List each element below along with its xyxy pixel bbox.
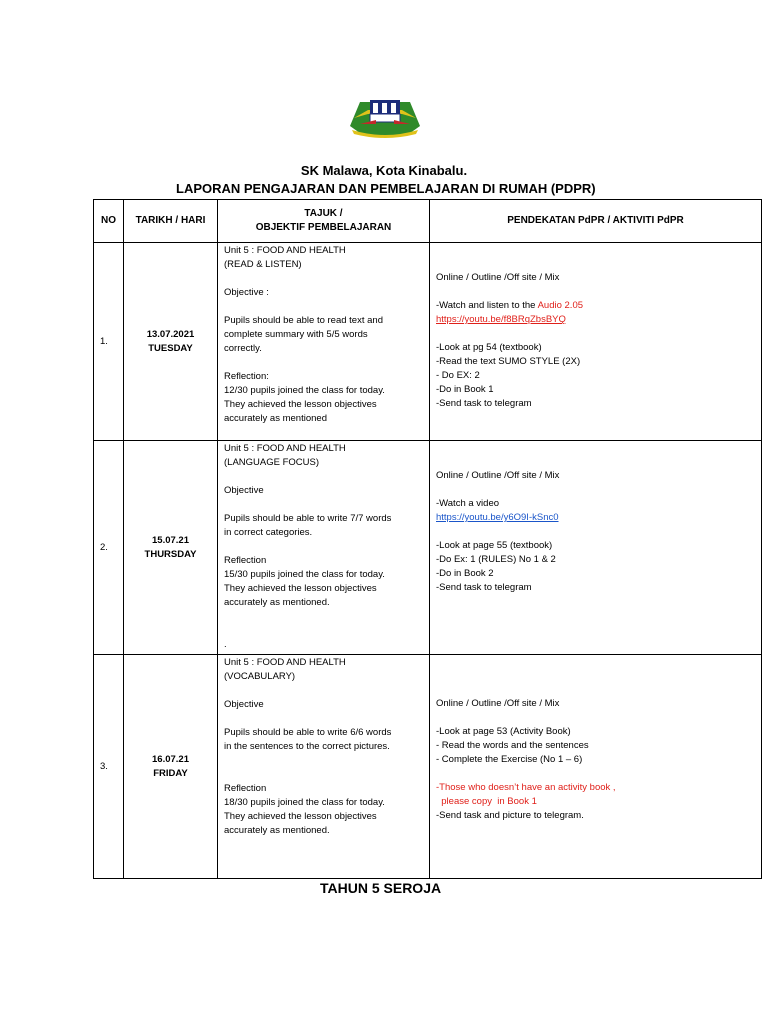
row-activity (430, 243, 762, 441)
objective-text: in correct categories. (224, 527, 313, 538)
unit-focus: (READ & LISTEN) (224, 259, 302, 270)
row-number: 2. (94, 441, 124, 655)
row-date (124, 243, 218, 441)
header-topic (218, 200, 430, 243)
objective-text: in the sentences to the correct pictures. (224, 741, 390, 752)
date-text: 16.07.21 (152, 753, 189, 765)
objective-label: Objective (224, 485, 264, 496)
reflection-text: 18/30 pupils joined the class for today. (224, 797, 385, 808)
reflection-text: accurately as mentioned (224, 413, 327, 424)
activity-line: - Do EX: 2 (436, 370, 480, 381)
table-row (94, 243, 762, 441)
activity-line: - Read the words and the sentences (436, 740, 589, 751)
reflection-text: accurately as mentioned. (224, 825, 330, 836)
row-activity (430, 441, 762, 655)
row-number: 1. (94, 243, 124, 441)
lesson-report-table (93, 199, 762, 879)
reflection-text: They achieved the lesson objectives (224, 583, 377, 594)
row-objective (218, 441, 430, 655)
reflection-label: Reflection (224, 555, 267, 566)
unit-title: Unit 5 : FOOD AND HEALTH (224, 443, 346, 454)
header-activity: PENDEKATAN PdPR / AKTIVITI PdPR (430, 200, 762, 243)
activity-line (436, 299, 755, 313)
activity-note: -Those who doesn’t have an activity book , (436, 782, 616, 793)
audio-reference: Audio 2.05 (537, 300, 584, 311)
day-text: FRIDAY (153, 767, 188, 779)
reflection-text: They achieved the lesson objectives (224, 811, 377, 822)
reflection-label: Reflection (224, 783, 267, 794)
table-header-row (94, 200, 762, 243)
class-name: TAHUN 5 SEROJA (320, 880, 442, 896)
video-link[interactable]: https://youtu.be/f8BRqZbsBYQ (436, 314, 566, 325)
date-text: 15.07.21 (152, 534, 189, 546)
row-date (124, 655, 218, 879)
day-text: THURSDAY (144, 548, 197, 560)
reflection-text: 15/30 pupils joined the class for today. (224, 569, 385, 580)
unit-title: Unit 5 : FOOD AND HEALTH (224, 657, 346, 668)
school-crest-logo (346, 96, 424, 140)
activity-line: -Do in Book 2 (436, 568, 494, 579)
trailing-mark: . (224, 639, 227, 650)
activity-note: please copy in Book 1 (436, 796, 537, 807)
header-date: TARIKH / HARI (124, 200, 218, 243)
row-number: 3. (94, 655, 124, 879)
objective-text: complete summary with 5/5 words (224, 329, 368, 340)
activity-line: - Complete the Exercise (No 1 – 6) (436, 754, 583, 765)
activity-line: -Do in Book 1 (436, 384, 494, 395)
objective-text: Pupils should be able to write 7/7 words (224, 513, 392, 524)
report-title: LAPORAN PENGAJARAN DAN PEMBELAJARAN DI RUMAH (PDPR) (176, 181, 596, 196)
objective-label: Objective : (224, 287, 269, 298)
reflection-text: 12/30 pupils joined the class for today. (224, 385, 385, 396)
activity-line: -Send task and picture to telegram. (436, 810, 584, 821)
reflection-text: accurately as mentioned. (224, 597, 330, 608)
video-link[interactable]: https://youtu.be/y6O9I-kSnc0 (436, 512, 559, 523)
row-date (124, 441, 218, 655)
activity-line: -Send task to telegram (436, 398, 532, 409)
activity-line: -Do Ex: 1 (RULES) No 1 & 2 (436, 554, 556, 565)
delivery-mode: Online / Outline /Off site / Mix (436, 470, 560, 481)
header-topic-line1: TAJUK / (304, 208, 343, 219)
activity-line: -Look at page 53 (Activity Book) (436, 726, 571, 737)
objective-text: correctly. (224, 343, 262, 354)
activity-text: -Watch and listen to the (436, 300, 538, 311)
school-name: SK Malawa, Kota Kinabalu. (300, 163, 468, 178)
header-no: NO (94, 200, 124, 243)
row-objective (218, 655, 430, 879)
objective-text: Pupils should be able to read text and (224, 315, 383, 326)
delivery-mode: Online / Outline /Off site / Mix (436, 698, 560, 709)
activity-line: -Watch a video (436, 498, 500, 509)
row-activity (430, 655, 762, 879)
unit-focus: (LANGUAGE FOCUS) (224, 457, 320, 468)
activity-line: -Look at pg 54 (textbook) (436, 342, 542, 353)
date-text: 13.07.2021 (146, 328, 195, 340)
activity-line: -Read the text SUMO STYLE (2X) (436, 356, 581, 367)
reflection-text: They achieved the lesson objectives (224, 399, 377, 410)
activity-line: -Send task to telegram (436, 582, 532, 593)
table-row (94, 441, 762, 655)
activity-line: -Look at page 55 (textbook) (436, 540, 553, 551)
objective-text: Pupils should be able to write 6/6 words (224, 727, 392, 738)
delivery-mode: Online / Outline /Off site / Mix (436, 272, 560, 283)
unit-title: Unit 5 : FOOD AND HEALTH (224, 245, 346, 256)
day-text: TUESDAY (148, 342, 193, 354)
unit-focus: (VOCABULARY) (224, 671, 296, 682)
table-row (94, 655, 762, 879)
objective-label: Objective (224, 699, 264, 710)
reflection-label: Reflection: (224, 371, 269, 382)
row-objective (218, 243, 430, 441)
header-topic-line2: OBJEKTIF PEMBELAJARAN (255, 222, 392, 233)
